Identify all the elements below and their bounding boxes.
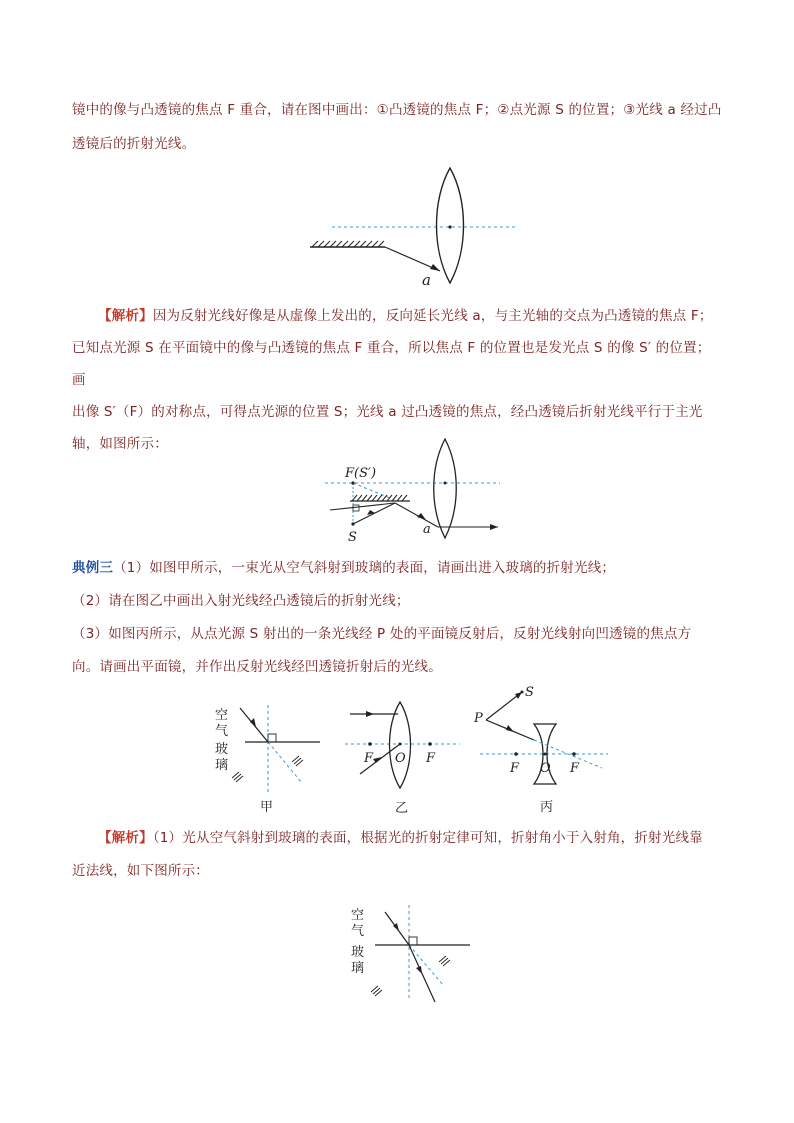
example-3-q2: （2）请在图乙中画出入射光线经凸透镜后的折射光线； (72, 593, 410, 609)
right-focus: F (570, 761, 580, 776)
convex-lens (434, 439, 457, 538)
figure-bing (470, 680, 615, 818)
optical-center (448, 225, 451, 228)
analysis-1-line-4: 轴，如图所示： (72, 436, 168, 452)
air-label: 空气 (351, 908, 365, 939)
example-3-q3-line-1: （3）如图丙所示，从点光源 S 射出的一条光线经 P 处的平面镜反射后，反射光线射向凹透镜的焦点方 (72, 626, 692, 642)
analysis-1-line-2: 已知点光源 S 在平面镜中的像与凸透镜的焦点 F 重合，所以焦点 F 的位置也是发光点 S 的像 S′ 的位置；画 (72, 340, 711, 388)
extension (268, 742, 302, 783)
figure-answer-lens-mirror (320, 433, 510, 548)
glass-label: 玻璃 (351, 945, 365, 976)
example-3-q1 (72, 552, 724, 585)
right-focus: F (426, 751, 436, 766)
example-3 (72, 552, 724, 684)
intro-line-2: 透镜后的折射光线。 (72, 136, 196, 152)
ray-label: a (423, 522, 431, 537)
analysis-2-line-2: 近法线，如下图所示： (72, 863, 209, 879)
example-3-q3-line-2: 向。请画出平面镜，并作出反射光线经凹透镜折射后的光线。 (72, 659, 442, 675)
figure-yi (340, 700, 465, 818)
left-focus: F (364, 751, 374, 766)
air-label: 空气 (215, 708, 229, 739)
analysis-2 (72, 822, 724, 888)
analysis-tag: 【解析】 (98, 308, 153, 324)
left-focus: F (510, 761, 520, 776)
source-label: S (525, 685, 534, 700)
example-tag: 典例三 (72, 560, 114, 576)
figure-jia (210, 700, 325, 815)
glass-label: 玻璃 (215, 742, 229, 773)
intro-paragraph (72, 93, 724, 161)
source-label: S (348, 530, 357, 545)
mirror-hatching (312, 241, 384, 247)
mirror-hatching (352, 495, 407, 501)
figure-answer-jia (345, 900, 475, 1010)
example-3-q1-text: （1）如图甲所示，一束光从空气斜射到玻璃的表面，请画出进入玻璃的折射光线； (113, 560, 616, 576)
analysis-1-text-1: 因为反射光线好像是从虚像上发出的，反向延长光线 a，与主光轴的交点为凸透镜的焦点 F； (152, 308, 713, 324)
caption-yi: 乙 (395, 801, 409, 816)
analysis-2-line-1 (72, 822, 724, 855)
caption-jia: 甲 (260, 800, 274, 815)
analysis-1-line-3: 出像 S′（F）的对称点，可得点光源的位置 S；光线 a 过凸透镜的焦点，经凸透镜后折射光线平行于主光 (72, 404, 703, 420)
figure-lens-mirror (300, 165, 530, 289)
caption-bing: 丙 (540, 800, 554, 815)
ray-a-arrow (430, 264, 440, 271)
ray-a-label: a (422, 271, 431, 289)
focus-label: F(S′) (345, 466, 377, 481)
optical-center: O (540, 761, 551, 776)
optical-center: O (395, 751, 406, 766)
point-label: P (474, 711, 483, 726)
analysis-1-line-1 (72, 300, 724, 332)
analysis-2-tag: 【解析】 (98, 830, 153, 846)
intro-line-1: 镜中的像与凸透镜的焦点 F 重合，请在图中画出：①凸透镜的焦点 F；②点光源 S 的位置；③光线 a 经过凸 (72, 102, 722, 118)
analysis-2-text-1: （1）光从空气斜射到玻璃的表面，根据光的折射定律可知，折射角小于入射角，折射光线靠 (152, 830, 703, 846)
